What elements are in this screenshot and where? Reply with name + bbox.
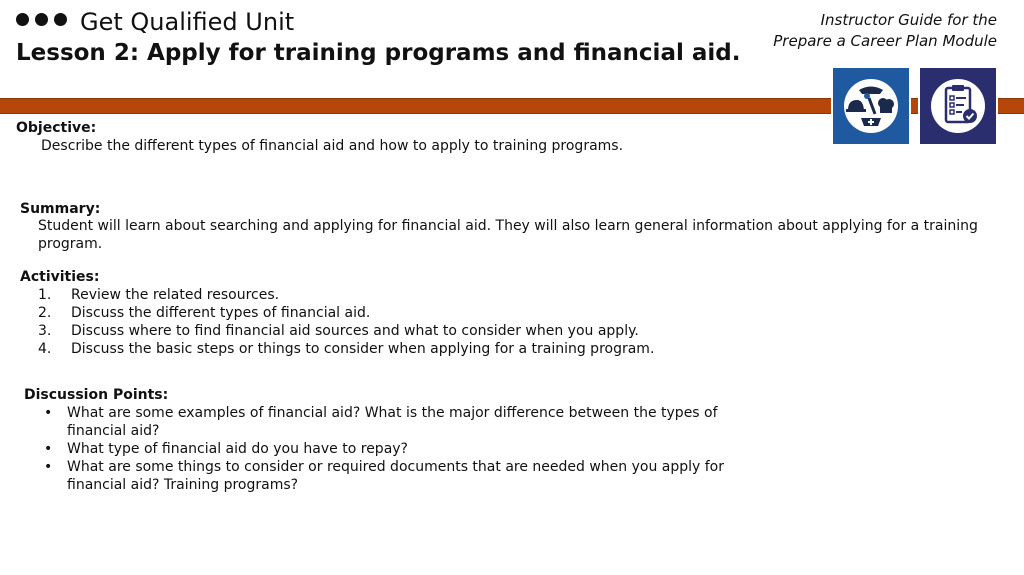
summary-line2: program. — [38, 236, 103, 252]
summary-line1: Student will learn about searching and applying for financial aid. They will also learn general information about applying for a training — [38, 218, 978, 234]
guide-label — [737, 10, 997, 52]
dot-icon — [54, 13, 67, 26]
discussion-heading: Discussion Points: — [24, 387, 169, 403]
decorative-dots — [16, 13, 67, 26]
activities-list — [20, 286, 654, 358]
checklist-icon — [918, 66, 998, 146]
list-item: 4. Discuss the basic steps or things to consider when applying for a training program. — [38, 341, 655, 357]
careers-icon — [831, 66, 911, 146]
lesson-title: Lesson 2: Apply for training programs and financial aid. — [16, 40, 741, 66]
list-item: 3. Discuss where to find financial aid sources and what to consider when you apply. — [38, 323, 639, 339]
list-item: • What type of financial aid do you have to repay? — [44, 441, 408, 457]
list-item: 2. Discuss the different types of financial aid. — [38, 305, 371, 321]
dot-icon — [35, 13, 48, 26]
list-item: • What are some things to consider or required documents that are needed when you apply for financial aid? Training programs? — [44, 459, 725, 493]
summary-heading: Summary: — [20, 201, 101, 217]
list-item: • What are some examples of financial aid? What is the major difference between the types of financial aid? — [44, 405, 718, 439]
activities-heading: Activities: — [20, 269, 100, 285]
objective-text: Describe the different types of financial aid and how to apply to training programs. — [41, 138, 624, 154]
unit-title: Get Qualified Unit — [80, 8, 295, 36]
list-item: 1. Review the related resources. — [38, 287, 280, 303]
discussion-list — [24, 404, 724, 494]
guide-label-line2: Prepare a Career Plan Module — [773, 32, 997, 50]
objective-heading: Objective: — [16, 120, 97, 136]
guide-label-line1: Instructor Guide for the — [820, 11, 997, 29]
dot-icon — [16, 13, 29, 26]
